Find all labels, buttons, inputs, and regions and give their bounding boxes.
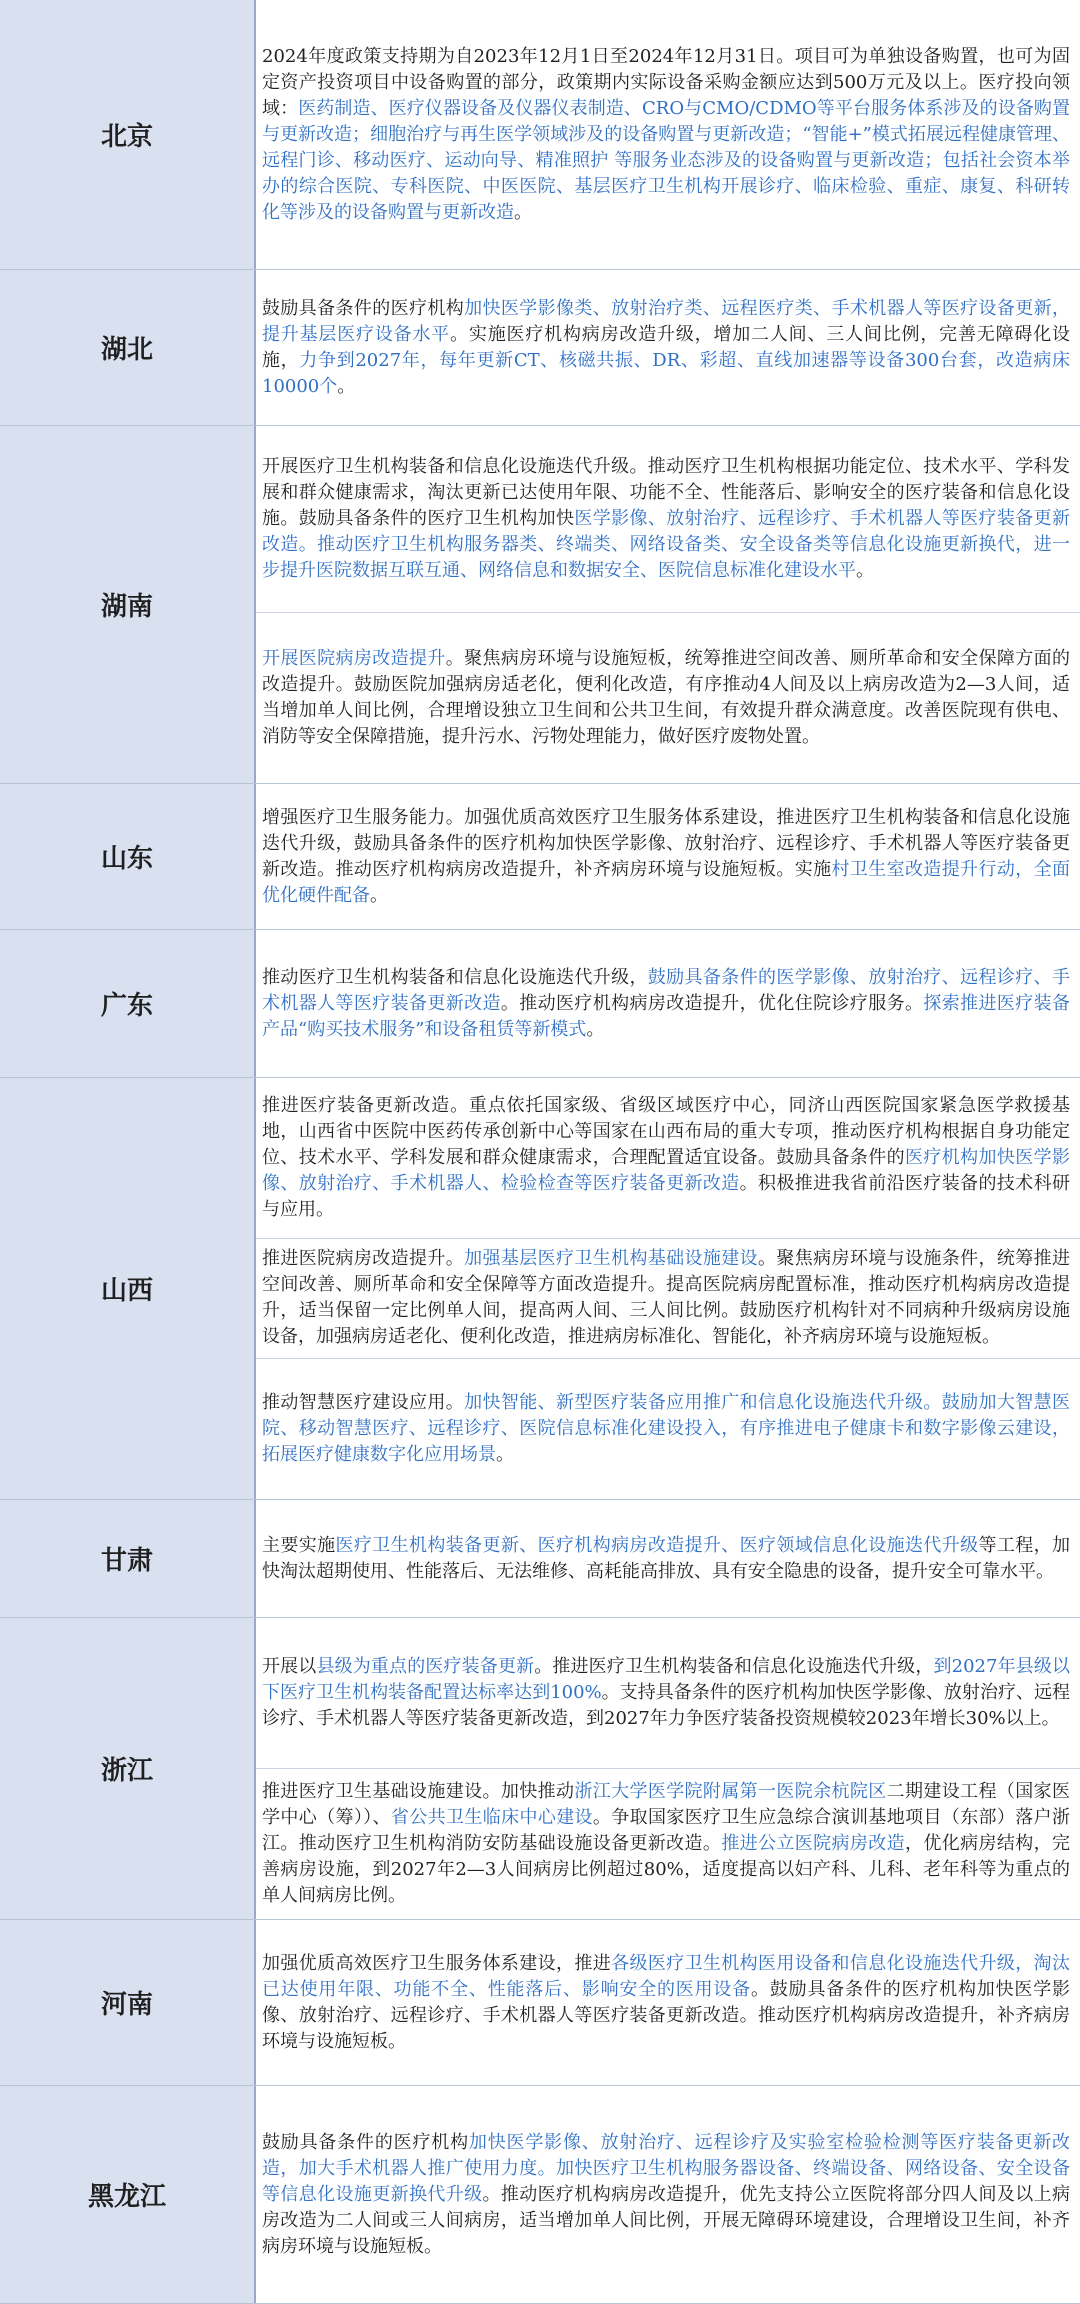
policy-paragraph — [256, 1768, 1080, 1920]
policy-content — [256, 0, 1080, 269]
policy-paragraph — [256, 2086, 1080, 2304]
highlighted-text: 各级医疗卫生机构医用设备和信息化设施迭代升级，淘汰已达使用年限、功能不全、性能落后、影响安全的医用设备 — [262, 1953, 1071, 2000]
policy-content — [256, 2086, 1080, 2303]
highlighted-text: 省公共卫生临床中心建设 — [390, 1807, 593, 1828]
policy-paragraph — [256, 1238, 1080, 1358]
body-text: 开展以 — [262, 1656, 317, 1677]
policy-content — [256, 270, 1080, 425]
body-text: 二期建设工程（国家医学中心（筹））、 — [262, 1781, 1071, 1828]
highlighted-text: 力争到2027年，每年更新CT、核磁共振、DR、彩超、直线加速器等设备300台套，改造病床10000个 — [262, 350, 1070, 397]
policy-paragraph — [256, 0, 1080, 270]
body-text: 。支持具备条件的医疗机构加快医学影像、放射治疗、远程诊疗、手术机器人等医疗装备更新改造，到2027年力争医疗装备投资规模较2023年增长30%以上。 — [262, 1682, 1070, 1729]
table-row — [0, 426, 1080, 784]
table-row — [0, 2086, 1080, 2304]
policy-paragraph — [256, 1500, 1080, 1618]
highlighted-text: 加快智能、新型医疗装备应用推广和信息化设施迭代升级。鼓励加大智慧医院、移动智慧医疗、远程诊疗、医院信息标准化建设投入，有序推进电子健康卡和数字影像云建设，拓展医疗健康数字化应用场景 — [262, 1392, 1070, 1465]
province-label: 山东 — [0, 784, 256, 929]
highlighted-text: 推进公立医院病房改造 — [721, 1833, 906, 1854]
body-text: 。鼓励具备条件的医疗机构加快医学影像、放射治疗、远程诊疗、手术机器人等医疗装备更新改造。推动医疗机构病房改造提升，补齐病房环境与设施短板。 — [262, 1979, 1070, 2052]
province-label: 广东 — [0, 930, 256, 1077]
policy-paragraph — [256, 1920, 1080, 2086]
body-text: 推进医疗卫生基础设施建设。加快推动 — [262, 1781, 575, 1802]
policy-paragraph — [256, 930, 1080, 1078]
policy-paragraph — [256, 426, 1080, 612]
highlighted-text: 村卫生室改造提升行动，全面优化硬件配备 — [262, 859, 1071, 906]
policy-content — [256, 426, 1080, 783]
highlighted-text: 加强基层医疗卫生机构基础设施建设 — [464, 1248, 759, 1269]
body-text: 。推动医疗机构病房改造提升，优先支持公立医院将部分四人间及以上病房改造为二人间或三人间病房，适当增加单人间比例，开展无障碍环境建设，合理增设卫生间，补齐病房环境与设施短板。 — [262, 2184, 1071, 2257]
body-text: 增强医疗卫生服务能力。加强优质高效医疗卫生服务体系建设，推进医疗卫生机构装备和信息化设施迭代升级，鼓励具备条件的医疗机构加快医学影像、放射治疗、远程诊疗、手术机器人等医疗装备更新改造。推动医疗机构病房改造提升，补齐病房环境与设施短板。实施 — [262, 807, 1070, 880]
highlighted-text: 探索推进医疗装备产品“购买技术服务”和设备租赁等新模式 — [262, 993, 1071, 1040]
body-text: 。 — [856, 560, 874, 581]
policy-content — [256, 1078, 1080, 1499]
province-label: 甘肃 — [0, 1500, 256, 1617]
province-label: 黑龙江 — [0, 2086, 256, 2303]
body-text: 开展医疗卫生机构装备和信息化设施迭代升级。推动医疗卫生机构根据功能定位、技术水平、学科发展和群众健康需求，淘汰更新已达使用年限、功能不全、性能落后、影响安全的医疗装备和信息化设施。鼓励具备条件的医疗卫生机构加快 — [262, 456, 1070, 529]
body-text: 。 — [337, 376, 356, 397]
policy-paragraph — [256, 1358, 1080, 1500]
table-row — [0, 0, 1080, 270]
province-label: 湖北 — [0, 270, 256, 425]
body-text: 。推进医疗卫生机构装备和信息化设施迭代升级， — [534, 1656, 934, 1677]
body-text: 推动智慧医疗建设应用。 — [262, 1392, 465, 1413]
highlighted-text: 鼓励具备条件的医学影像、放射治疗、远程诊疗、手术机器人等医疗装备更新改造 — [262, 967, 1070, 1014]
province-label: 浙江 — [0, 1618, 256, 1919]
policy-paragraph — [256, 1618, 1080, 1768]
highlighted-text: 开展医院病房改造提升 — [262, 648, 446, 669]
body-text: 加强优质高效医疗卫生服务体系建设，推进 — [262, 1953, 612, 1974]
body-text: 。聚焦病房环境与设施条件，统筹推进空间改善、厕所革命和安全保障等方面改造提升。提高医院病房配置标准，推动医疗机构病房改造提升，适当保留一定比例单人间，提高两人间、三人间比例。鼓励医疗机构针对不同病种升级病房设施设备，加强病房适老化、便利化改造，推进病房标准化、智能化，补齐病房环境与设施短板。 — [262, 1248, 1070, 1347]
body-text: 。争取国家医疗卫生应急综合演训基地项目（东部）落户浙江。推动医疗卫生机构消防安防基础设施设备更新改造。 — [262, 1807, 1071, 1854]
province-label: 河南 — [0, 1920, 256, 2085]
province-label: 湖南 — [0, 426, 256, 783]
highlighted-text: 医疗卫生机构装备更新、医疗机构病房改造提升、医疗领域信息化设施迭代升级 — [335, 1535, 979, 1556]
policy-paragraph — [256, 1078, 1080, 1238]
body-text: 。实施医疗机构病房改造升级，增加二人间、三人间比例，完善无障碍化设施， — [262, 324, 1071, 371]
table-row — [0, 784, 1080, 930]
policy-content — [256, 1920, 1080, 2085]
province-label: 山西 — [0, 1078, 256, 1499]
highlighted-text: 医疗机构加快医学影像、放射治疗、手术机器人、检验检查等医疗装备更新改造 — [262, 1147, 1071, 1194]
highlighted-text: 县级为重点的医疗装备更新 — [316, 1656, 535, 1677]
body-text: 。推动医疗机构病房改造提升，优化住院诊疗服务。 — [500, 993, 924, 1014]
policy-paragraph — [256, 784, 1080, 930]
body-text: 鼓励具备条件的医疗机构 — [262, 2132, 469, 2153]
province-label: 北京 — [0, 0, 256, 269]
highlighted-text: 到2027年县级以下医疗卫生机构装备配置达标率达到100% — [262, 1656, 1071, 1703]
policy-paragraph — [256, 612, 1080, 784]
body-text: 推动医疗卫生机构装备和信息化设施迭代升级， — [262, 967, 648, 988]
table-row — [0, 930, 1080, 1078]
body-text: 。积极推进我省前沿医疗装备的技术科研与应用。 — [262, 1173, 1070, 1220]
policy-content — [256, 930, 1080, 1077]
body-text: 。 — [514, 202, 532, 223]
body-text: 。聚焦病房环境与设施短板，统筹推进空间改善、厕所革命和安全保障方面的改造提升。鼓励医院加强病房适老化，便利化改造，有序推动4人间及以上病房改造为2—3人间，适当增加单人间比例，合理增设独立卫生间和公共卫生间，有效提升群众满意度。改善医院现有供电、消防等安全保障措施，提升污水、污物处理能力，做好医疗废物处置。 — [262, 648, 1071, 747]
table-row — [0, 1500, 1080, 1618]
table-row — [0, 1920, 1080, 2086]
policy-content — [256, 1500, 1080, 1617]
highlighted-text: 医学影像、放射治疗、远程诊疗、手术机器人等医疗装备更新改造。推动医疗卫生机构服务器类、终端类、网络设备类、安全设备类等信息化设施更新换代，进一步提升医院数据互联互通、网络信息和数据安全、医院信息标准化建设水平 — [262, 508, 1070, 581]
table-row — [0, 1618, 1080, 1920]
body-text: 。 — [496, 1444, 514, 1465]
body-text: 。 — [586, 1019, 605, 1040]
body-text: 等工程，加快淘汰超期使用、性能落后、无法维修、高耗能高排放、具有安全隐患的设备，提升安全可靠水平。 — [262, 1535, 1071, 1582]
highlighted-text: 加快医学影像类、放射治疗类、远程医疗类、手术机器人等医疗设备更新，提升基层医疗设备水平 — [262, 298, 1070, 345]
body-text: 推进医院病房改造提升。 — [262, 1248, 465, 1269]
table-row — [0, 270, 1080, 426]
policy-content — [256, 1618, 1080, 1919]
body-text: 主要实施 — [262, 1535, 336, 1556]
highlighted-text: 医药制造、医疗仪器设备及仪器仪表制造、CRO与CMO/CDMO等平台服务体系涉及的设备购置与更新改造；细胞治疗与再生医学领域涉及的设备购置与更新改造；“智能+”模式拓展远程健康管理、远程门诊、移动医疗、运动向导、精准照护 等服务业态涉及的设备购置与更新改造；包括社会资本举办的综合医院、专科医院、中医医院、基层医疗卫生机构开展诊疗、临床检验、重症、康复、科研转化等涉及的设备购置与更新改造 — [262, 98, 1071, 223]
body-text: 2024年度政策支持期为自2023年12月1日至2024年12月31日。项目可为单独设备购置，也可为固定资产投资项目中设备购置的部分，政策期内实际设备采购金额应达到500万元及以上。医疗投向领域： — [262, 46, 1070, 119]
policy-paragraph — [256, 270, 1080, 426]
table-row — [0, 1078, 1080, 1500]
highlighted-text: 加快医学影像、放射治疗、远程诊疗及实验室检验检测等医疗装备更新改造，加大手术机器人推广使用力度。加快医疗卫生机构服务器设备、终端设备、网络设备、安全设备等信息化设施更新换代升级 — [262, 2132, 1070, 2205]
policy-content — [256, 784, 1080, 929]
highlighted-text: 浙江大学医学院附属第一医院余杭院区 — [574, 1781, 887, 1802]
body-text: 。 — [370, 885, 388, 906]
body-text: 鼓励具备条件的医疗机构 — [262, 298, 465, 319]
body-text: 推进医疗装备更新改造。重点依托国家级、省级区域医疗中心，同济山西医院国家紧急医学救援基地，山西省中医院中医药传承创新中心等国家在山西布局的重大专项，推动医疗机构根据自身功能定位、技术水平、学科发展和群众健康需求，合理配置适宜设备。鼓励具备条件的 — [262, 1095, 1070, 1168]
body-text: ，优化病房结构，完善病房设施，到2027年2—3人间病房比例超过80%，适度提高以妇产科、儿科、老年科等为重点的单人间病房比例。 — [262, 1833, 1071, 1906]
